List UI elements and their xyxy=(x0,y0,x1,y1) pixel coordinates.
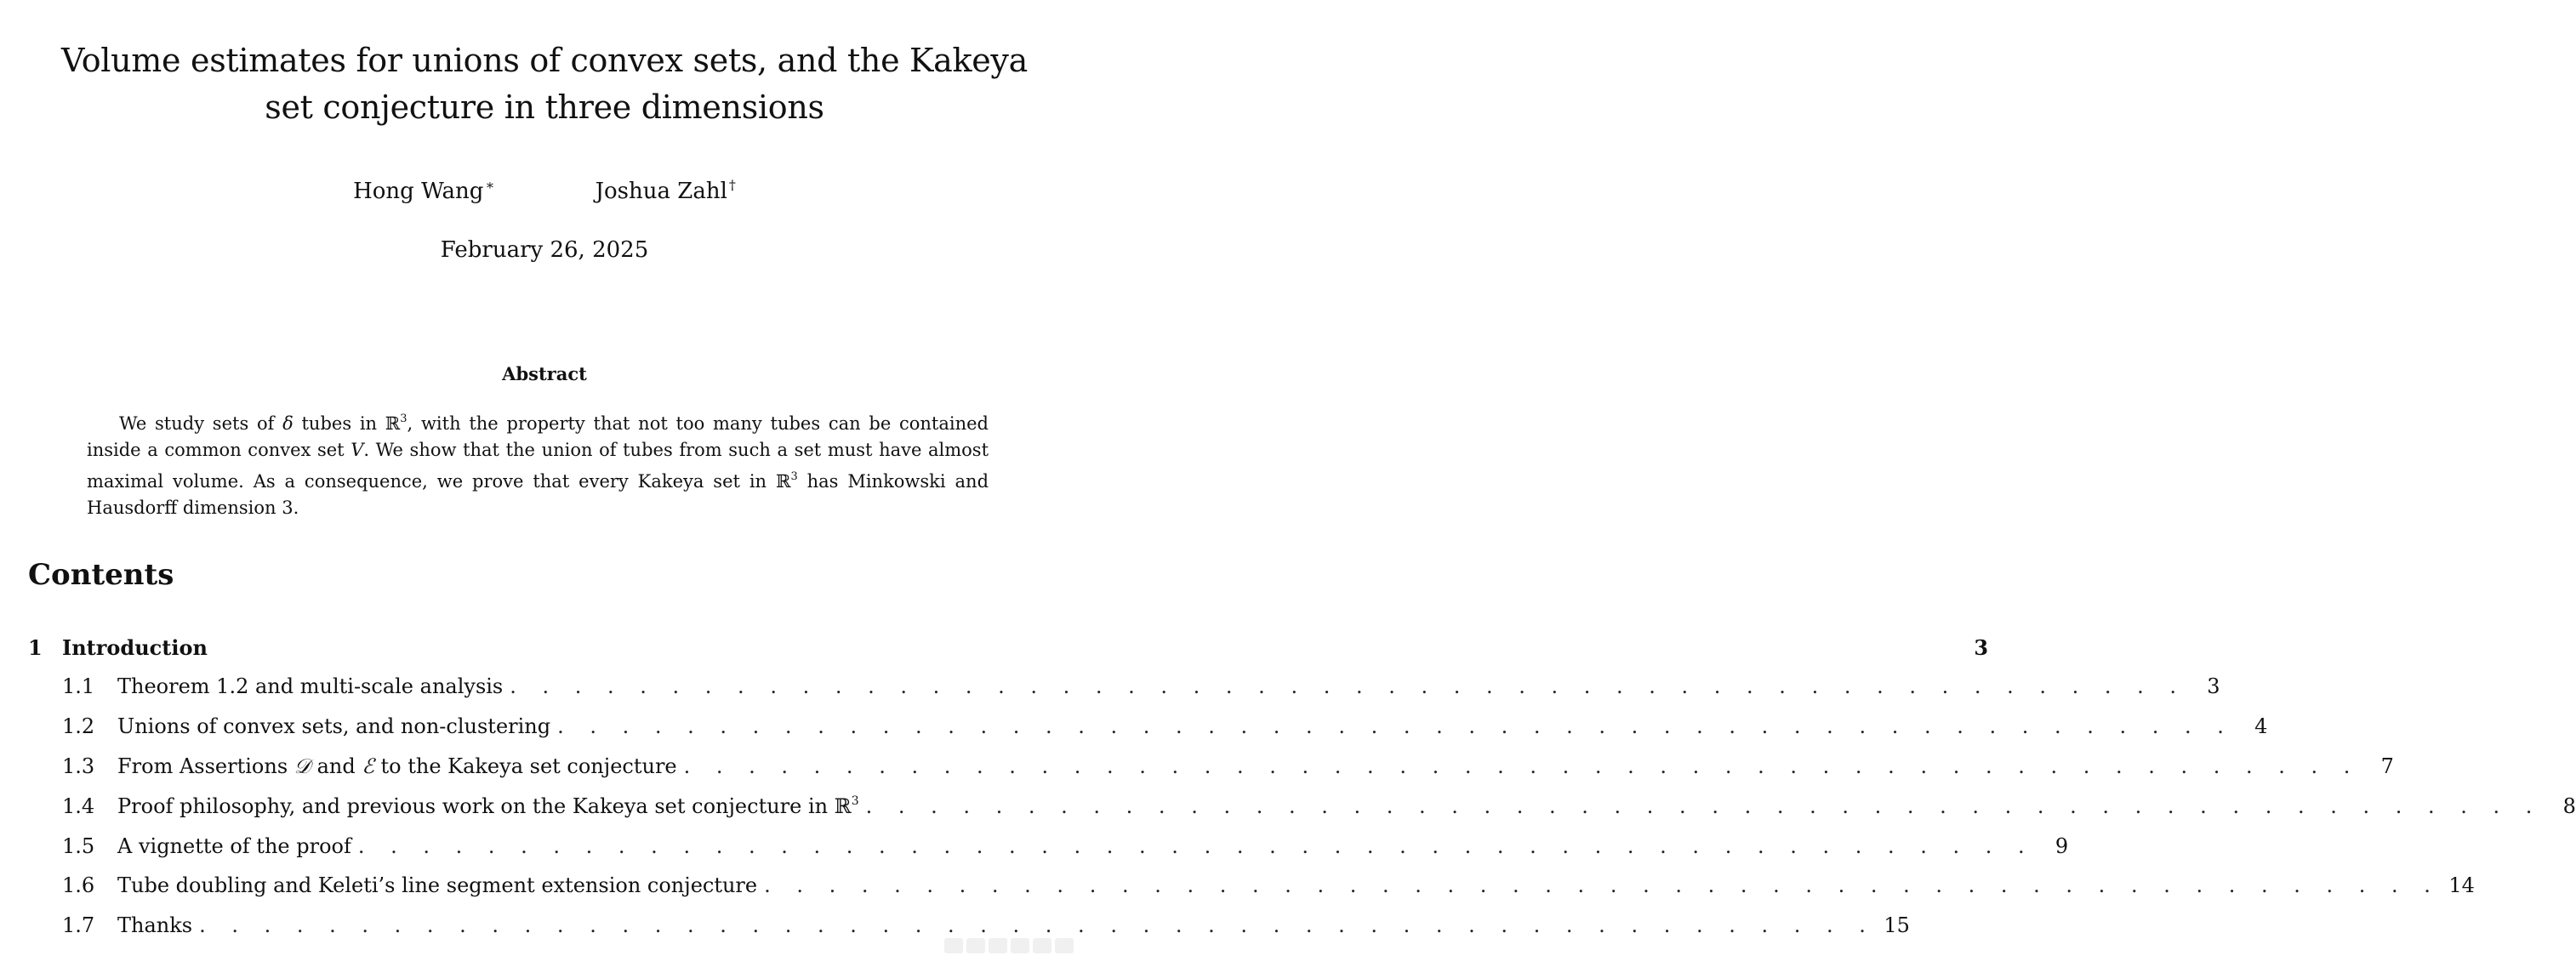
watermark-block xyxy=(1011,938,1029,953)
toc-item[interactable] xyxy=(28,826,2069,866)
author-name: Joshua Zahl xyxy=(595,179,727,204)
toc-label: Introduction xyxy=(62,634,208,660)
toc-leader-dots: . . . . . . . . . . . . . . . . . . . . . . . . . . . . . . . . . . . . . . . . . . . . . . . . . . . . xyxy=(510,674,2186,699)
toc-number: 1.6 xyxy=(62,873,95,898)
watermark-block xyxy=(944,938,963,953)
toc-page-number: 3 xyxy=(1974,634,1989,660)
math-calligraphic-d: 𝒟 xyxy=(294,754,311,778)
watermark-block xyxy=(989,938,1007,953)
toc-label-part: Proof philosophy, and previous work on the Kakeya set conjecture in ℝ xyxy=(117,794,852,818)
abstract-text-part: We study sets of xyxy=(119,413,283,434)
toc-page-number: 14 xyxy=(2448,873,2475,898)
toc-page-number: 9 xyxy=(2055,833,2069,858)
toc-label: Thanks xyxy=(117,913,193,938)
toc-page-number: 15 xyxy=(1884,913,1910,938)
toc-item[interactable] xyxy=(28,866,2475,906)
toc-page-number: 3 xyxy=(2207,674,2220,699)
abstract-text-part: , with the property that not too many tubes can be contained inside a common convex set xyxy=(87,413,989,460)
toc-page-number: 4 xyxy=(2254,714,2268,739)
author-hong-wang xyxy=(353,170,494,207)
toc-label-part: and xyxy=(310,754,362,778)
toc-leader-dots: . . . . . . . . . . . . . . . . . . . . . . . . . . . . . . . . . . . . . . . . . . . . . . . . . . . . xyxy=(764,873,2441,898)
math-exponent: 3 xyxy=(400,412,407,425)
contents-heading: Contents xyxy=(28,558,174,592)
abstract-text xyxy=(87,406,989,521)
toc-item[interactable] xyxy=(28,707,2268,747)
toc-label xyxy=(117,754,677,778)
math-exponent: 3 xyxy=(851,794,859,808)
abstract-heading: Abstract xyxy=(502,363,587,384)
author-joshua-zahl xyxy=(596,170,736,207)
toc-number: 1.2 xyxy=(62,714,95,739)
toc-number: 1.7 xyxy=(62,913,95,938)
toc-page-number: 7 xyxy=(2380,754,2394,778)
author-list xyxy=(0,170,1089,207)
abstract-text-part: . We show that the union of tubes from such a set must have almost maximal volume. As a consequence, we prove that every Kakeya set in ℝ xyxy=(87,440,989,492)
toc-number: 1 xyxy=(28,634,43,660)
toc-item[interactable] xyxy=(28,786,2576,826)
math-exponent: 3 xyxy=(790,470,798,483)
watermark-block xyxy=(1033,938,1051,953)
paper-date: February 26, 2025 xyxy=(440,237,649,263)
toc-item[interactable] xyxy=(28,667,2220,707)
math-delta: δ xyxy=(282,413,294,434)
toc-label xyxy=(117,794,859,818)
toc-leader-dots: . . . . . . . . . . . . . . . . . . . . . . . . . . . . . . . . . . . . . . . . . . . . . . . . . . . . xyxy=(357,833,2035,858)
toc-label: A vignette of the proof xyxy=(117,833,351,858)
toc-number: 1.3 xyxy=(62,754,95,778)
author-footnote-mark: ∗ xyxy=(485,177,495,193)
toc-label-part: to the Kakeya set conjecture xyxy=(373,754,677,778)
toc-leader-dots: . . . . . . . . . . . . . . . . . . . . . . . . . . . . . . . . . . . . . . . . . . . . . . . . . . . . xyxy=(683,754,2360,778)
toc-number: 1.5 xyxy=(62,833,95,858)
paper-title: Volume estimates for unions of convex sets, and the Kakeya set conjecture in three dimensions xyxy=(61,42,1028,126)
watermark-blocks xyxy=(944,938,1074,953)
watermark-block xyxy=(966,938,985,953)
toc-number: 1.1 xyxy=(62,674,95,699)
toc-label: Tube doubling and Keleti’s line segment extension conjecture xyxy=(117,873,758,898)
author-footnote-mark: † xyxy=(728,177,736,193)
toc-leader-dots: . . . . . . . . . . . . . . . . . . . . . . . . . . . . . . . . . . . . . . . . . . . . . . . . . . . . xyxy=(865,794,2542,818)
author-name: Hong Wang xyxy=(353,179,484,204)
abstract-text-part: tubes in ℝ xyxy=(293,413,401,434)
toc-number: 1.4 xyxy=(62,794,95,818)
toc-leader-dots: . . . . . . . . . . . . . . . . . . . . . . . . . . . . . . . . . . . . . . . . . . . . . . . . . . . . xyxy=(557,714,2234,739)
toc-section-introduction[interactable] xyxy=(28,628,1989,667)
toc-label: Theorem 1.2 and multi-scale analysis xyxy=(117,674,504,699)
math-v: V xyxy=(350,440,364,460)
toc-item[interactable] xyxy=(28,906,1910,946)
toc-label-part: From Assertions xyxy=(117,754,294,778)
toc-page-number: 8 xyxy=(2562,794,2576,818)
toc-leader-dots: . . . . . . . . . . . . . . . . . . . . . . . . . . . . . . . . . . . . . . . . . . . . . . . . . . . . xyxy=(199,913,1876,938)
watermark-block xyxy=(1055,938,1074,953)
math-calligraphic-e: ℰ xyxy=(362,754,374,778)
table-of-contents xyxy=(28,628,2576,946)
abstract-text-part: has Minkowski and Hausdorff dimension 3. xyxy=(87,471,989,518)
toc-item[interactable] xyxy=(28,747,2394,787)
toc-label: Unions of convex sets, and non-clustering xyxy=(117,714,551,739)
